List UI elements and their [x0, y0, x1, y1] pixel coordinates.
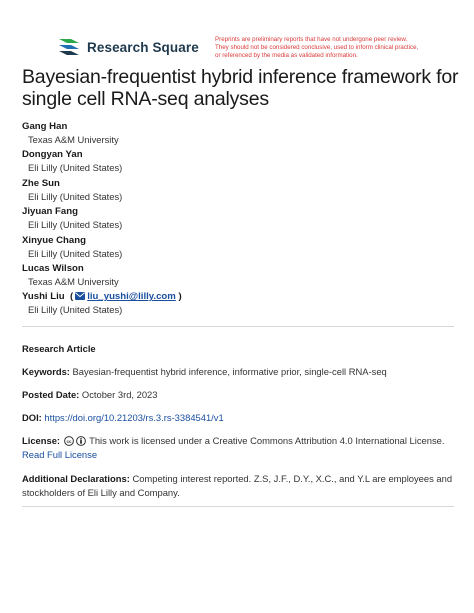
- author-entry: [22, 235, 442, 263]
- doi-label: DOI:: [22, 412, 42, 423]
- declarations-text: Competing interest reported. Z.S, J.F., D.Y., X.C., and Y.L are employees and stockholders of Eli Lilly and Company.: [22, 473, 453, 498]
- author-entry: [22, 206, 442, 234]
- author-affiliation: Texas A&M University: [28, 275, 119, 287]
- research-square-logo[interactable]: [57, 37, 199, 57]
- posted-date-value: October 3rd, 2023: [81, 389, 158, 400]
- license-row: [22, 434, 454, 462]
- keywords-row: [22, 365, 454, 379]
- author-name[interactable]: Jiyuan Fang: [22, 206, 78, 218]
- posted-date-row: [22, 388, 454, 402]
- disclaimer-line: They should not be considered conclusive, used to inform clinical practice,: [215, 44, 419, 51]
- preprint-disclaimer: [215, 36, 440, 60]
- keywords-label: Keywords:: [22, 366, 70, 377]
- author-name[interactable]: Gang Han: [22, 121, 68, 132]
- envelope-icon: [75, 292, 85, 300]
- author-entry: [22, 263, 442, 291]
- research-square-logo-icon: [57, 37, 81, 57]
- author-name[interactable]: Yushi Liu: [22, 291, 65, 303]
- author-affiliation: Eli Lilly (United States): [28, 219, 123, 231]
- posted-date-label: Posted Date:: [22, 389, 80, 400]
- author-affiliation: Eli Lilly (United States): [28, 190, 123, 202]
- email-paren-open: (: [67, 291, 74, 303]
- email-paren-close: ): [175, 291, 182, 303]
- doi-link[interactable]: https://doi.org/10.21203/rs.3.rs-3384541/v1: [44, 412, 224, 423]
- author-entry: [22, 149, 442, 177]
- author-list: [22, 121, 442, 320]
- paper-title: Bayesian-frequentist hybrid inference framework for single cell RNA-seq analyses: [22, 66, 459, 110]
- disclaimer-line: Preprints are preliminary reports that have not undergone peer review.: [215, 36, 408, 43]
- disclaimer-line: or referenced by the media as validated information.: [215, 52, 358, 59]
- license-text: This work is licensed under a Creative Commons Attribution 4.0 International License.: [89, 435, 445, 446]
- author-name[interactable]: Dongyan Yan: [22, 149, 83, 161]
- declarations-label: Additional Declarations:: [22, 473, 130, 484]
- author-entry: [22, 178, 442, 206]
- attribution-icon: [76, 436, 86, 446]
- article-type-label: Research Article: [22, 343, 96, 354]
- author-email-link[interactable]: liu_yushi@lilly.com: [87, 291, 176, 303]
- author-affiliation: Texas A&M University: [28, 134, 119, 145]
- author-entry-corresponding: [22, 291, 442, 319]
- doi-row: [22, 411, 454, 425]
- section-divider: [22, 506, 454, 507]
- author-affiliation: Eli Lilly (United States): [28, 162, 123, 174]
- author-affiliation: Eli Lilly (United States): [28, 304, 123, 316]
- article-type: [22, 342, 454, 356]
- keywords-value: Bayesian-frequentist hybrid inference, informative prior, single-cell RNA-seq: [72, 366, 387, 377]
- author-name[interactable]: Xinyue Chang: [22, 234, 86, 246]
- declarations-row: [22, 472, 454, 500]
- read-full-license-link[interactable]: Read Full License: [22, 449, 98, 460]
- section-divider: [22, 326, 454, 327]
- brand-name: Research Square: [87, 39, 199, 55]
- license-label: License:: [22, 435, 61, 446]
- author-name[interactable]: Lucas Wilson: [22, 262, 84, 274]
- corresponding-author-line: [22, 291, 442, 303]
- svg-text:cc: cc: [66, 439, 72, 444]
- creative-commons-icon: [64, 436, 74, 446]
- author-affiliation: Eli Lilly (United States): [28, 247, 123, 259]
- author-entry: [22, 121, 442, 149]
- author-name[interactable]: Zhe Sun: [22, 177, 60, 189]
